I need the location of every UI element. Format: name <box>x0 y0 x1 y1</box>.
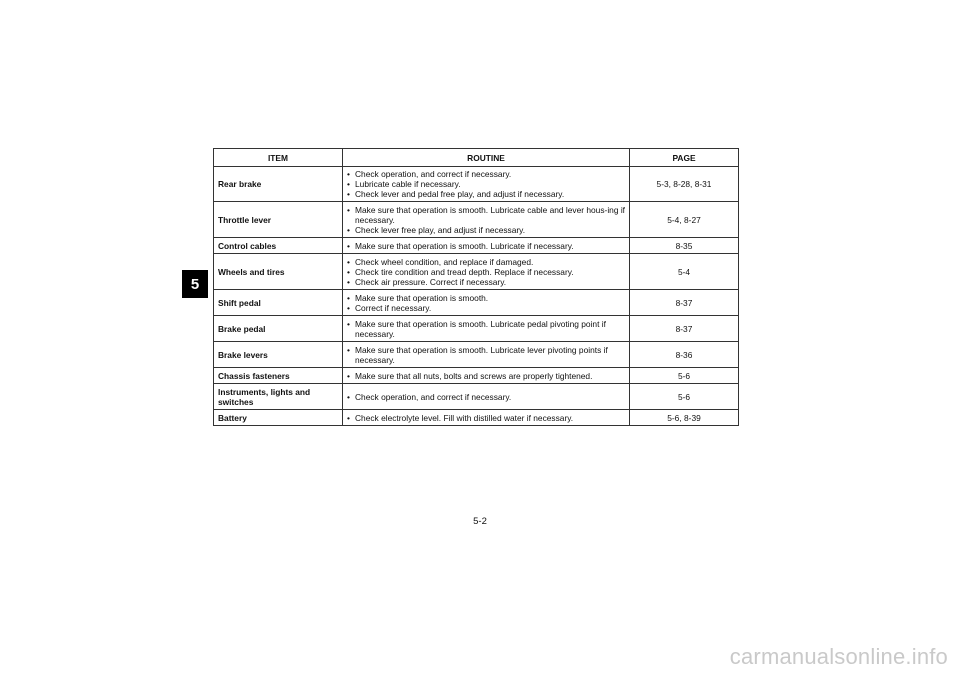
row-item: Chassis fasteners <box>214 368 343 384</box>
row-routine <box>343 342 630 368</box>
row-item: Brake pedal <box>214 316 343 342</box>
header-routine: ROUTINE <box>343 149 630 167</box>
page-number: 5-2 <box>473 516 487 527</box>
row-page: 8-36 <box>630 342 739 368</box>
row-routine <box>343 167 630 202</box>
row-item: Rear brake <box>214 167 343 202</box>
row-routine <box>343 254 630 290</box>
table-row <box>214 254 739 290</box>
table-header-row <box>214 149 739 167</box>
row-routine <box>343 238 630 254</box>
routine-line: • Make sure that all nuts, bolts and screws are properly tightened. <box>347 371 625 381</box>
routine-line: • Make sure that operation is smooth. Lubricate pedal pivoting point if necessary. <box>347 319 625 339</box>
table-row <box>214 342 739 368</box>
row-page: 5-6 <box>630 384 739 410</box>
row-routine <box>343 290 630 316</box>
row-item: Brake levers <box>214 342 343 368</box>
routine-line: • Make sure that operation is smooth. Lubricate lever pivoting points if necessary. <box>347 345 625 365</box>
routine-line: • Check operation, and correct if necessary. <box>347 392 625 402</box>
row-page: 5-3, 8-28, 8-31 <box>630 167 739 202</box>
routine-line: • Check electrolyte level. Fill with distilled water if necessary. <box>347 413 625 423</box>
row-page: 8-35 <box>630 238 739 254</box>
routine-line: • Make sure that operation is smooth. Lubricate cable and lever hous-ing if necessary. <box>347 205 625 225</box>
table-row <box>214 384 739 410</box>
table-row <box>214 202 739 238</box>
row-routine <box>343 368 630 384</box>
table-row <box>214 238 739 254</box>
maintenance-table <box>213 148 739 426</box>
row-routine <box>343 202 630 238</box>
row-item: Control cables <box>214 238 343 254</box>
routine-line: • Check operation, and correct if necessary. <box>347 169 625 179</box>
table-row <box>214 410 739 426</box>
table-row <box>214 290 739 316</box>
header-item: ITEM <box>214 149 343 167</box>
watermark: carmanualsonline.info <box>729 644 948 669</box>
row-routine <box>343 410 630 426</box>
row-page: 8-37 <box>630 316 739 342</box>
table-row <box>214 316 739 342</box>
row-page: 5-6, 8-39 <box>630 410 739 426</box>
row-item: Throttle lever <box>214 202 343 238</box>
row-routine <box>343 316 630 342</box>
header-page: PAGE <box>630 149 739 167</box>
row-item: Wheels and tires <box>214 254 343 290</box>
section-tab: 5 <box>182 270 208 298</box>
row-page: 8-37 <box>630 290 739 316</box>
routine-line: • Check tire condition and tread depth. Replace if necessary. <box>347 267 625 277</box>
routine-line: • Check lever free play, and adjust if necessary. <box>347 225 625 235</box>
table-row <box>214 368 739 384</box>
routine-line: • Make sure that operation is smooth. <box>347 293 625 303</box>
table-row <box>214 167 739 202</box>
row-routine <box>343 384 630 410</box>
routine-line: • Check air pressure. Correct if necessary. <box>347 277 625 287</box>
routine-line: • Make sure that operation is smooth. Lubricate if necessary. <box>347 241 625 251</box>
row-item: Instruments, lights and switches <box>214 384 343 410</box>
row-item: Battery <box>214 410 343 426</box>
routine-line: • Lubricate cable if necessary. <box>347 179 625 189</box>
row-page: 5-4 <box>630 254 739 290</box>
row-page: 5-4, 8-27 <box>630 202 739 238</box>
row-page: 5-6 <box>630 368 739 384</box>
row-item: Shift pedal <box>214 290 343 316</box>
routine-line: • Check wheel condition, and replace if damaged. <box>347 257 625 267</box>
routine-line: • Correct if necessary. <box>347 303 625 313</box>
routine-line: • Check lever and pedal free play, and adjust if necessary. <box>347 189 625 199</box>
